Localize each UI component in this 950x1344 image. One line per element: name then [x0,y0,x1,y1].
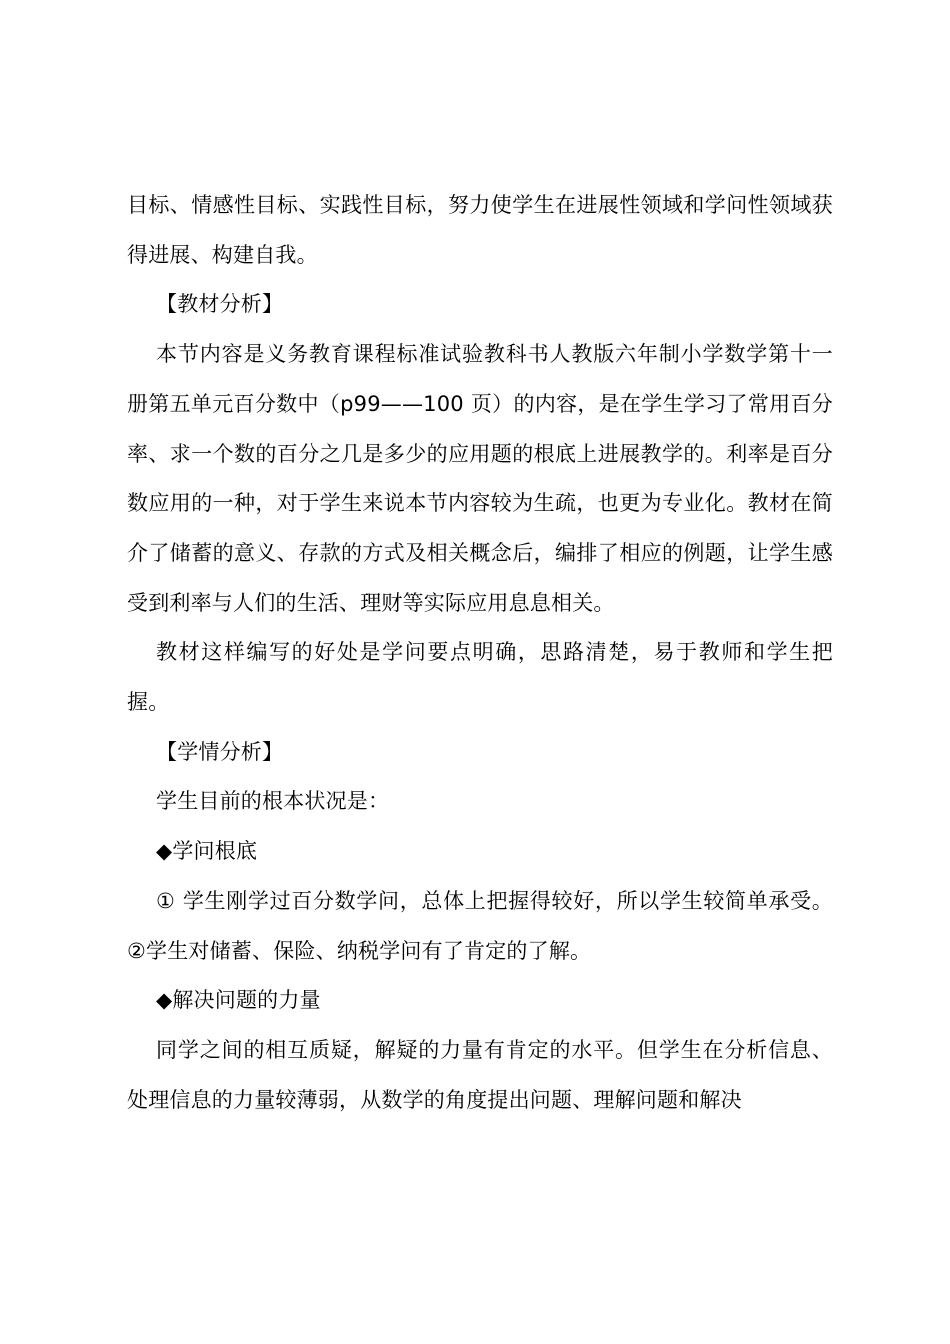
paragraph-problem-solving: 同学之间的相互质疑，解疑的力量有肯定的水平。但学生在分析信息、处理信息的力量较薄弱，从数学的角度提出问题、理解问题和解决 [127,1037,833,1112]
heading-student-analysis: 【学情分析】 [156,739,284,764]
heading-problem-solving: ◆解决问题的力量 [156,988,321,1013]
paragraph-textbook-advantage: 教材这样编写的好处是学问要点明确，思路清楚，易于教师和学生把握。 [127,640,833,715]
paragraph-knowledge-base: ① 学生刚学过百分数学问，总体上把握得较好，所以学生较简单承受。 ②学生对储蓄、保险、纳税学问有了肯定的了解。 [127,888,833,963]
document-body [127,181,833,1125]
paragraph-goals-continuation: 目标、情感性目标、实践性目标，努力使学生在进展性领域和学问性领域获得进展、构建自我。 [127,193,833,267]
paragraph-student-status: 学生目前的根本状况是： [156,789,390,814]
paragraph-textbook-content: 本节内容是义务教育课程标准试验教科书人教版六年制小学数学第十一册第五单元百分数中（p99——100 页）的内容，是在学生学习了常用百分率、求一个数的百分之几是多少的应用题的根底上进展教学的。利率是百分数应用的一种，对于学生来说本节内容较为生疏，也更为专业化。教材在简介了储蓄的意义、存款的方式及相关概念后，编排了相应的例题，让学生感受到利率与人们的生活、理财等实际应用息息相关。 [127,342,833,615]
heading-knowledge-base: ◆学问根底 [156,839,258,864]
heading-textbook-analysis: 【教材分析】 [156,292,284,317]
